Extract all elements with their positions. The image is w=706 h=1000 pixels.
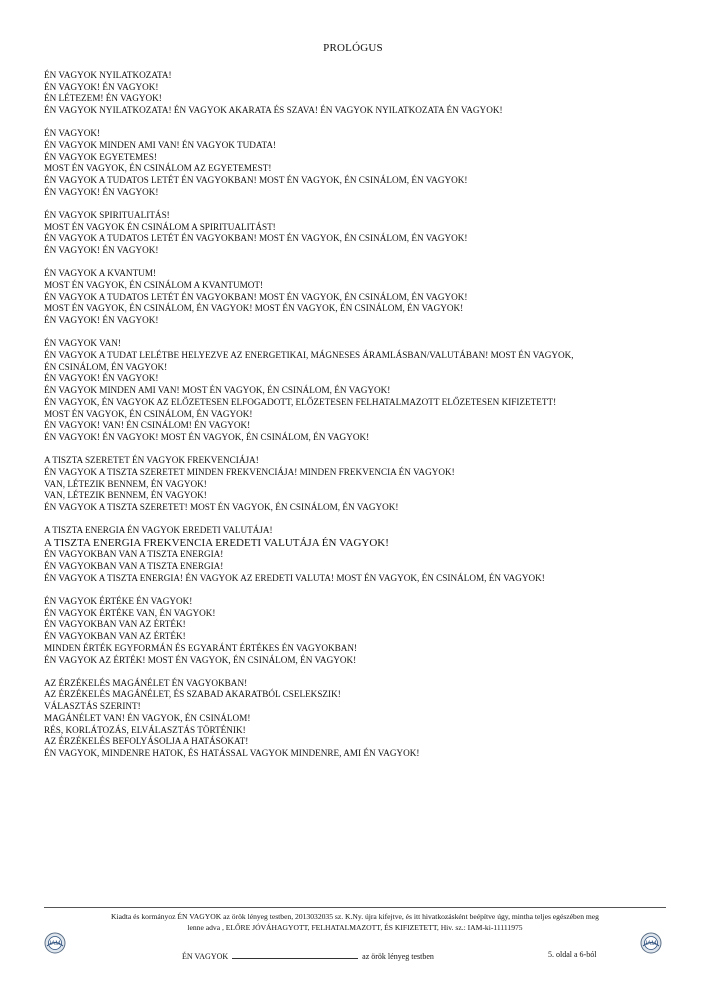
text-line: A TISZTA ENERGIA ÉN VAGYOK EREDETI VALUTÁJA! [44, 525, 273, 536]
text-line: ÉN VAGYOKBAN VAN A TISZTA ENERGIA! [44, 561, 224, 572]
text-line: ÉN VAGYOK! ÉN VAGYOK! [44, 315, 159, 326]
document-body [44, 70, 666, 771]
text-line: ÉN VAGYOK! ÉN VAGYOK! [44, 245, 159, 256]
text-line: ÉN VAGYOK, ÉN VAGYOK AZ ELŐZETESEN ELFOGADOTT, ELŐZETESEN FELHATALMAZOTT ELŐZETESEN KIFIZETETT! [44, 396, 557, 407]
text-line: MOST ÉN VAGYOK ÉN CSINÁLOM A SPIRITUALITÁST! [44, 221, 276, 232]
paragraph [44, 268, 666, 327]
text-line: ÉN VAGYOK A TUDATOS LETÉT ÉN VAGYOKBAN! MOST ÉN VAGYOK, ÉN CSINÁLOM, ÉN VAGYOK! [44, 291, 468, 302]
text-line: ÉN VAGYOK ÉRTÉKE VAN, ÉN VAGYOK! [44, 607, 216, 618]
footer-divider [44, 907, 666, 908]
text-line: VAN, LÉTEZIK BENNEM, ÉN VAGYOK! [44, 490, 207, 501]
text-line: ÉN VAGYOK! [44, 128, 101, 139]
text-line: ÉN VAGYOK A TUDATOS LETÉT ÉN VAGYOKBAN! MOST ÉN VAGYOK, ÉN CSINÁLOM, ÉN VAGYOK! [44, 233, 468, 244]
text-line: AZ ÉRZÉKELÉS MAGÁNÉLET ÉN VAGYOKBAN! [44, 677, 248, 688]
text-line: MOST ÉN VAGYOK, ÉN CSINÁLOM AZ EGYETEMEST! [44, 163, 272, 174]
page-number: 5. oldal a 6-ból [548, 950, 597, 959]
paragraph [44, 210, 666, 257]
signature-blank [232, 950, 358, 959]
paragraph [44, 338, 666, 443]
svg-text:IAM: IAM [645, 941, 657, 947]
svg-text:IAM: IAM [49, 941, 61, 947]
text-line: AZ ÉRZÉKELÉS BEFOLYÁSOLJA A HATÁSOKAT! [44, 736, 249, 747]
iam-logo-icon [640, 932, 662, 954]
text-line: ÉN VAGYOK! ÉN VAGYOK! MOST ÉN VAGYOK, ÉN CSINÁLOM, ÉN VAGYOK! [44, 431, 370, 442]
text-line: ÉN VAGYOK ÉRTÉKE ÉN VAGYOK! [44, 596, 193, 607]
iam-logo-icon [44, 932, 66, 954]
paragraph [44, 128, 666, 198]
text-line: MINDEN ÉRTÉK EGYFORMÁN ÉS EGYARÁNT ÉRTÉKES ÉN VAGYOKBAN! [44, 642, 358, 653]
text-line: ÉN VAGYOKBAN VAN AZ ÉRTÉK! [44, 631, 186, 642]
text-line: ÉN VAGYOK A TISZTA SZERETET MINDEN FREKVENCIÁJA! MINDEN FREKVENCIA ÉN VAGYOK! [44, 466, 455, 477]
footer-note-line: Kiadta és kormányoz ÉN VAGYOK az örök lényeg testben, 2013032035 sz. K.Ny. újra kifejtve, és itt hivatkozásként beépítve úgy, mintha teljes egészében meg [111, 912, 599, 921]
text-line: ÉN VAGYOK A TISZTA SZERETET! MOST ÉN VAGYOK, ÉN CSINÁLOM, ÉN VAGYOK! [44, 502, 399, 512]
paragraph [44, 70, 666, 117]
paragraph [44, 455, 666, 514]
text-line: MOST ÉN VAGYOK, ÉN CSINÁLOM A KVANTUMOT! [44, 280, 264, 291]
text-line: MOST ÉN VAGYOK, ÉN CSINÁLOM, ÉN VAGYOK! MOST ÉN VAGYOK, ÉN CSINÁLOM, ÉN VAGYOK! [44, 303, 464, 314]
text-line: ÉN VAGYOK MINDEN AMI VAN! ÉN VAGYOK TUDATA! [44, 140, 277, 151]
text-line: ÉN VAGYOK! ÉN VAGYOK! [44, 81, 159, 92]
text-line: MOST ÉN VAGYOK, ÉN CSINÁLOM, ÉN VAGYOK! [44, 408, 253, 419]
footer-note-line: lenne adva , ELŐRE JÓVÁHAGYOTT, FELHATALMAZOTT, ÉS KIFIZETETT, Hiv. sz.: IAM-ki-11111975 [187, 923, 523, 932]
text-line: ÉN VAGYOKBAN VAN A TISZTA ENERGIA! [44, 549, 224, 560]
text-line: ÉN VAGYOK SPIRITUALITÁS! [44, 210, 170, 221]
text-line: ÉN VAGYOK NYILATKOZATA! [44, 70, 172, 80]
text-line: ÉN VAGYOK! ÉN VAGYOK! [44, 373, 159, 384]
text-line: AZ ÉRZÉKELÉS MAGÁNÉLET, ÉS SZABAD AKARATBÓL CSELEKSZIK! [44, 689, 341, 700]
footer-left-text: ÉN VAGYOK [182, 952, 229, 961]
text-line: ÉN VAGYOK VAN! [44, 338, 121, 349]
paragraph [44, 678, 666, 760]
text-line: ÉN VAGYOK AZ ÉRTÉK! MOST ÉN VAGYOK, ÉN CSINÁLOM, ÉN VAGYOK! [44, 654, 357, 665]
text-line: A TISZTA ENERGIA FREKVENCIA EREDETI VALUTÁJA ÉN VAGYOK! [44, 536, 389, 549]
text-line: ÉN VAGYOK MINDEN AMI VAN! MOST ÉN VAGYOK, ÉN CSINÁLOM, ÉN VAGYOK! [44, 385, 391, 396]
paragraph [44, 525, 666, 584]
text-line: VÁLASZTÁS SZERINT! [44, 701, 141, 712]
page-title: PROLÓGUS [323, 42, 383, 54]
text-line: ÉN VAGYOK, MINDENRE HATOK, ÉS HATÁSSAL VAGYOK MINDENRE, AMI ÉN VAGYOK! [44, 747, 420, 758]
text-line: ÉN LÉTEZEM! ÉN VAGYOK! [44, 93, 162, 104]
text-line: ÉN VAGYOK A KVANTUM! [44, 268, 157, 279]
text-line: ÉN VAGYOK! VAN! ÉN CSINÁLOM! ÉN VAGYOK! [44, 420, 251, 431]
text-line: VAN, LÉTEZIK BENNEM, ÉN VAGYOK! [44, 478, 207, 489]
text-line: ÉN VAGYOK A TUDAT LELÉTBE HELYEZVE AZ ENERGETIKAI, MÁGNESES ÁRAMLÁSBAN/VALUTÁBAN! MOST ÉN VAGYOK, [44, 350, 574, 361]
footer-signature-line [182, 950, 434, 961]
paragraph [44, 596, 666, 666]
text-line: ÉN CSINÁLOM, ÉN VAGYOK! [44, 361, 168, 372]
text-line: ÉN VAGYOK! ÉN VAGYOK! [44, 186, 159, 197]
text-line: ÉN VAGYOKBAN VAN AZ ÉRTÉK! [44, 619, 186, 630]
text-line: ÉN VAGYOK A TUDATOS LETÉT ÉN VAGYOKBAN! MOST ÉN VAGYOK, ÉN CSINÁLOM, ÉN VAGYOK! [44, 175, 468, 186]
text-line: ÉN VAGYOK A TISZTA ENERGIA! ÉN VAGYOK AZ EREDETI VALUTA! MOST ÉN VAGYOK, ÉN CSINÁLOM, ÉN VAGYOK! [44, 572, 545, 583]
footer-note [44, 911, 666, 933]
text-line: A TISZTA SZERETET ÉN VAGYOK FREKVENCIÁJA! [44, 455, 259, 466]
footer-right-text: az örök lényeg testben [362, 952, 434, 961]
text-line: ÉN VAGYOK NYILATKOZATA! ÉN VAGYOK AKARATA ÉS SZAVA! ÉN VAGYOK NYILATKOZATA ÉN VAGYOK! [44, 105, 503, 116]
text-line: MAGÁNÉLET VAN! ÉN VAGYOK, ÉN CSINÁLOM! [44, 712, 251, 723]
text-line: RÉS, KORLÁTOZÁS, ELVÁLASZTÁS TÖRTÉNIK! [44, 724, 246, 735]
text-line: ÉN VAGYOK EGYETEMES! [44, 151, 157, 162]
